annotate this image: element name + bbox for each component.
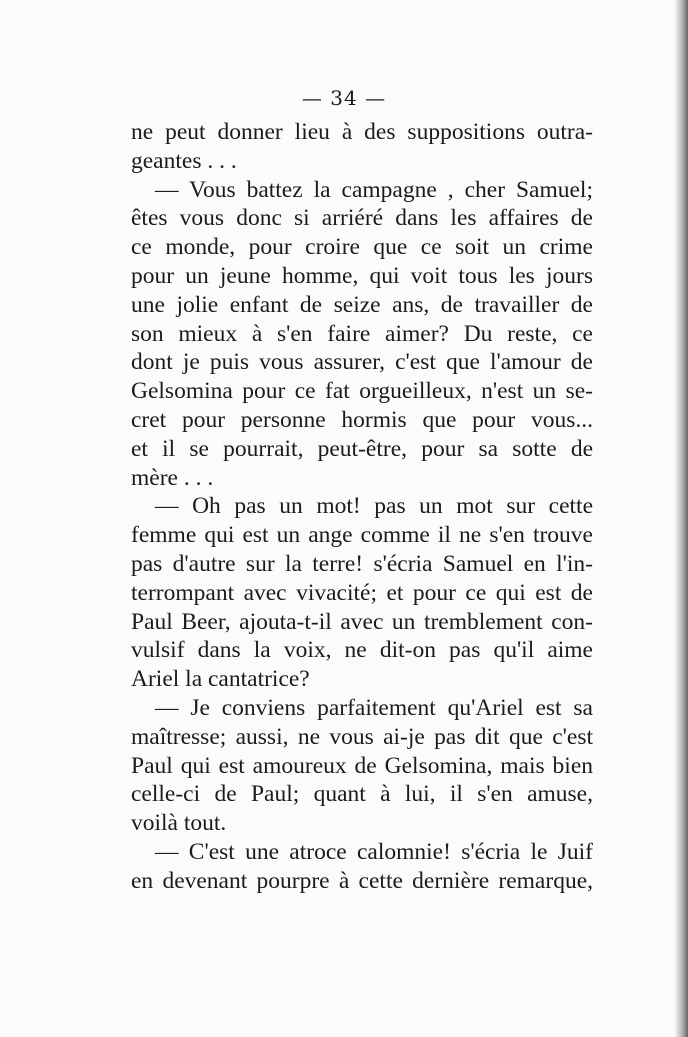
text-line: et il se pourrait, peut-être, pour sa sotte de — [131, 435, 593, 462]
text-line: — Je conviens parfaitement qu'Ariel est sa — [155, 694, 593, 721]
text-line: cret pour personne hormis que pour vous... — [131, 406, 593, 433]
text-line: femme qui est un ange comme il ne s'en trouve — [131, 522, 593, 549]
page-number: — 34 — — [301, 86, 387, 110]
text-line: ne peut donner lieu à des suppositions outra- — [131, 119, 593, 145]
text-line: pour un jeune homme, qui voit tous les jours — [131, 262, 593, 289]
text-line: — C'est une atroce calomnie! s'écria le Juif — [155, 838, 593, 865]
text-line: — Vous battez la campagne , cher Samuel; — [155, 176, 593, 203]
text-line: Ariel la cantatrice? — [131, 666, 310, 693]
page-text — [131, 118, 593, 896]
text-line: voilà tout. — [131, 810, 227, 837]
text-line: maîtresse; aussi, ne vous ai-je pas dit que c'est — [131, 723, 593, 750]
text-line: ce monde, pour croire que ce soit un crime — [131, 234, 593, 261]
text-line: vulsif dans la voix, ne dit-on pas qu'il aime — [131, 637, 593, 664]
text-line: geantes . . . — [131, 147, 237, 174]
text-line: en devenant pourpre à cette dernière remarque, — [131, 867, 593, 894]
page-edge-shadow — [674, 0, 688, 1037]
text-line: terrompant avec vivacité; et pour ce qui est de — [131, 579, 593, 606]
text-line: une jolie enfant de seize ans, de travailler de — [131, 291, 593, 318]
text-line: Gelsomina pour ce fat orgueilleux, n'est un se- — [131, 378, 593, 405]
text-line: Paul qui est amoureux de Gelsomina, mais bien — [131, 752, 593, 779]
text-line: êtes vous donc si arriéré dans les affaires de — [131, 205, 593, 232]
text-line: — Oh pas un mot! pas un mot sur cette — [155, 493, 593, 520]
text-line: Paul Beer, ajouta-t-il avec un tremblement con- — [131, 608, 593, 635]
text-line: celle-ci de Paul; quant à lui, il s'en amuse, — [131, 781, 593, 808]
text-line: dont je puis vous assurer, c'est que l'amour de — [131, 349, 593, 376]
text-line: mère . . . — [131, 464, 214, 491]
text-line: son mieux à s'en faire aimer? Du reste, ce — [131, 320, 593, 347]
text-line: pas d'autre sur la terre! s'écria Samuel en l'in- — [131, 550, 593, 577]
